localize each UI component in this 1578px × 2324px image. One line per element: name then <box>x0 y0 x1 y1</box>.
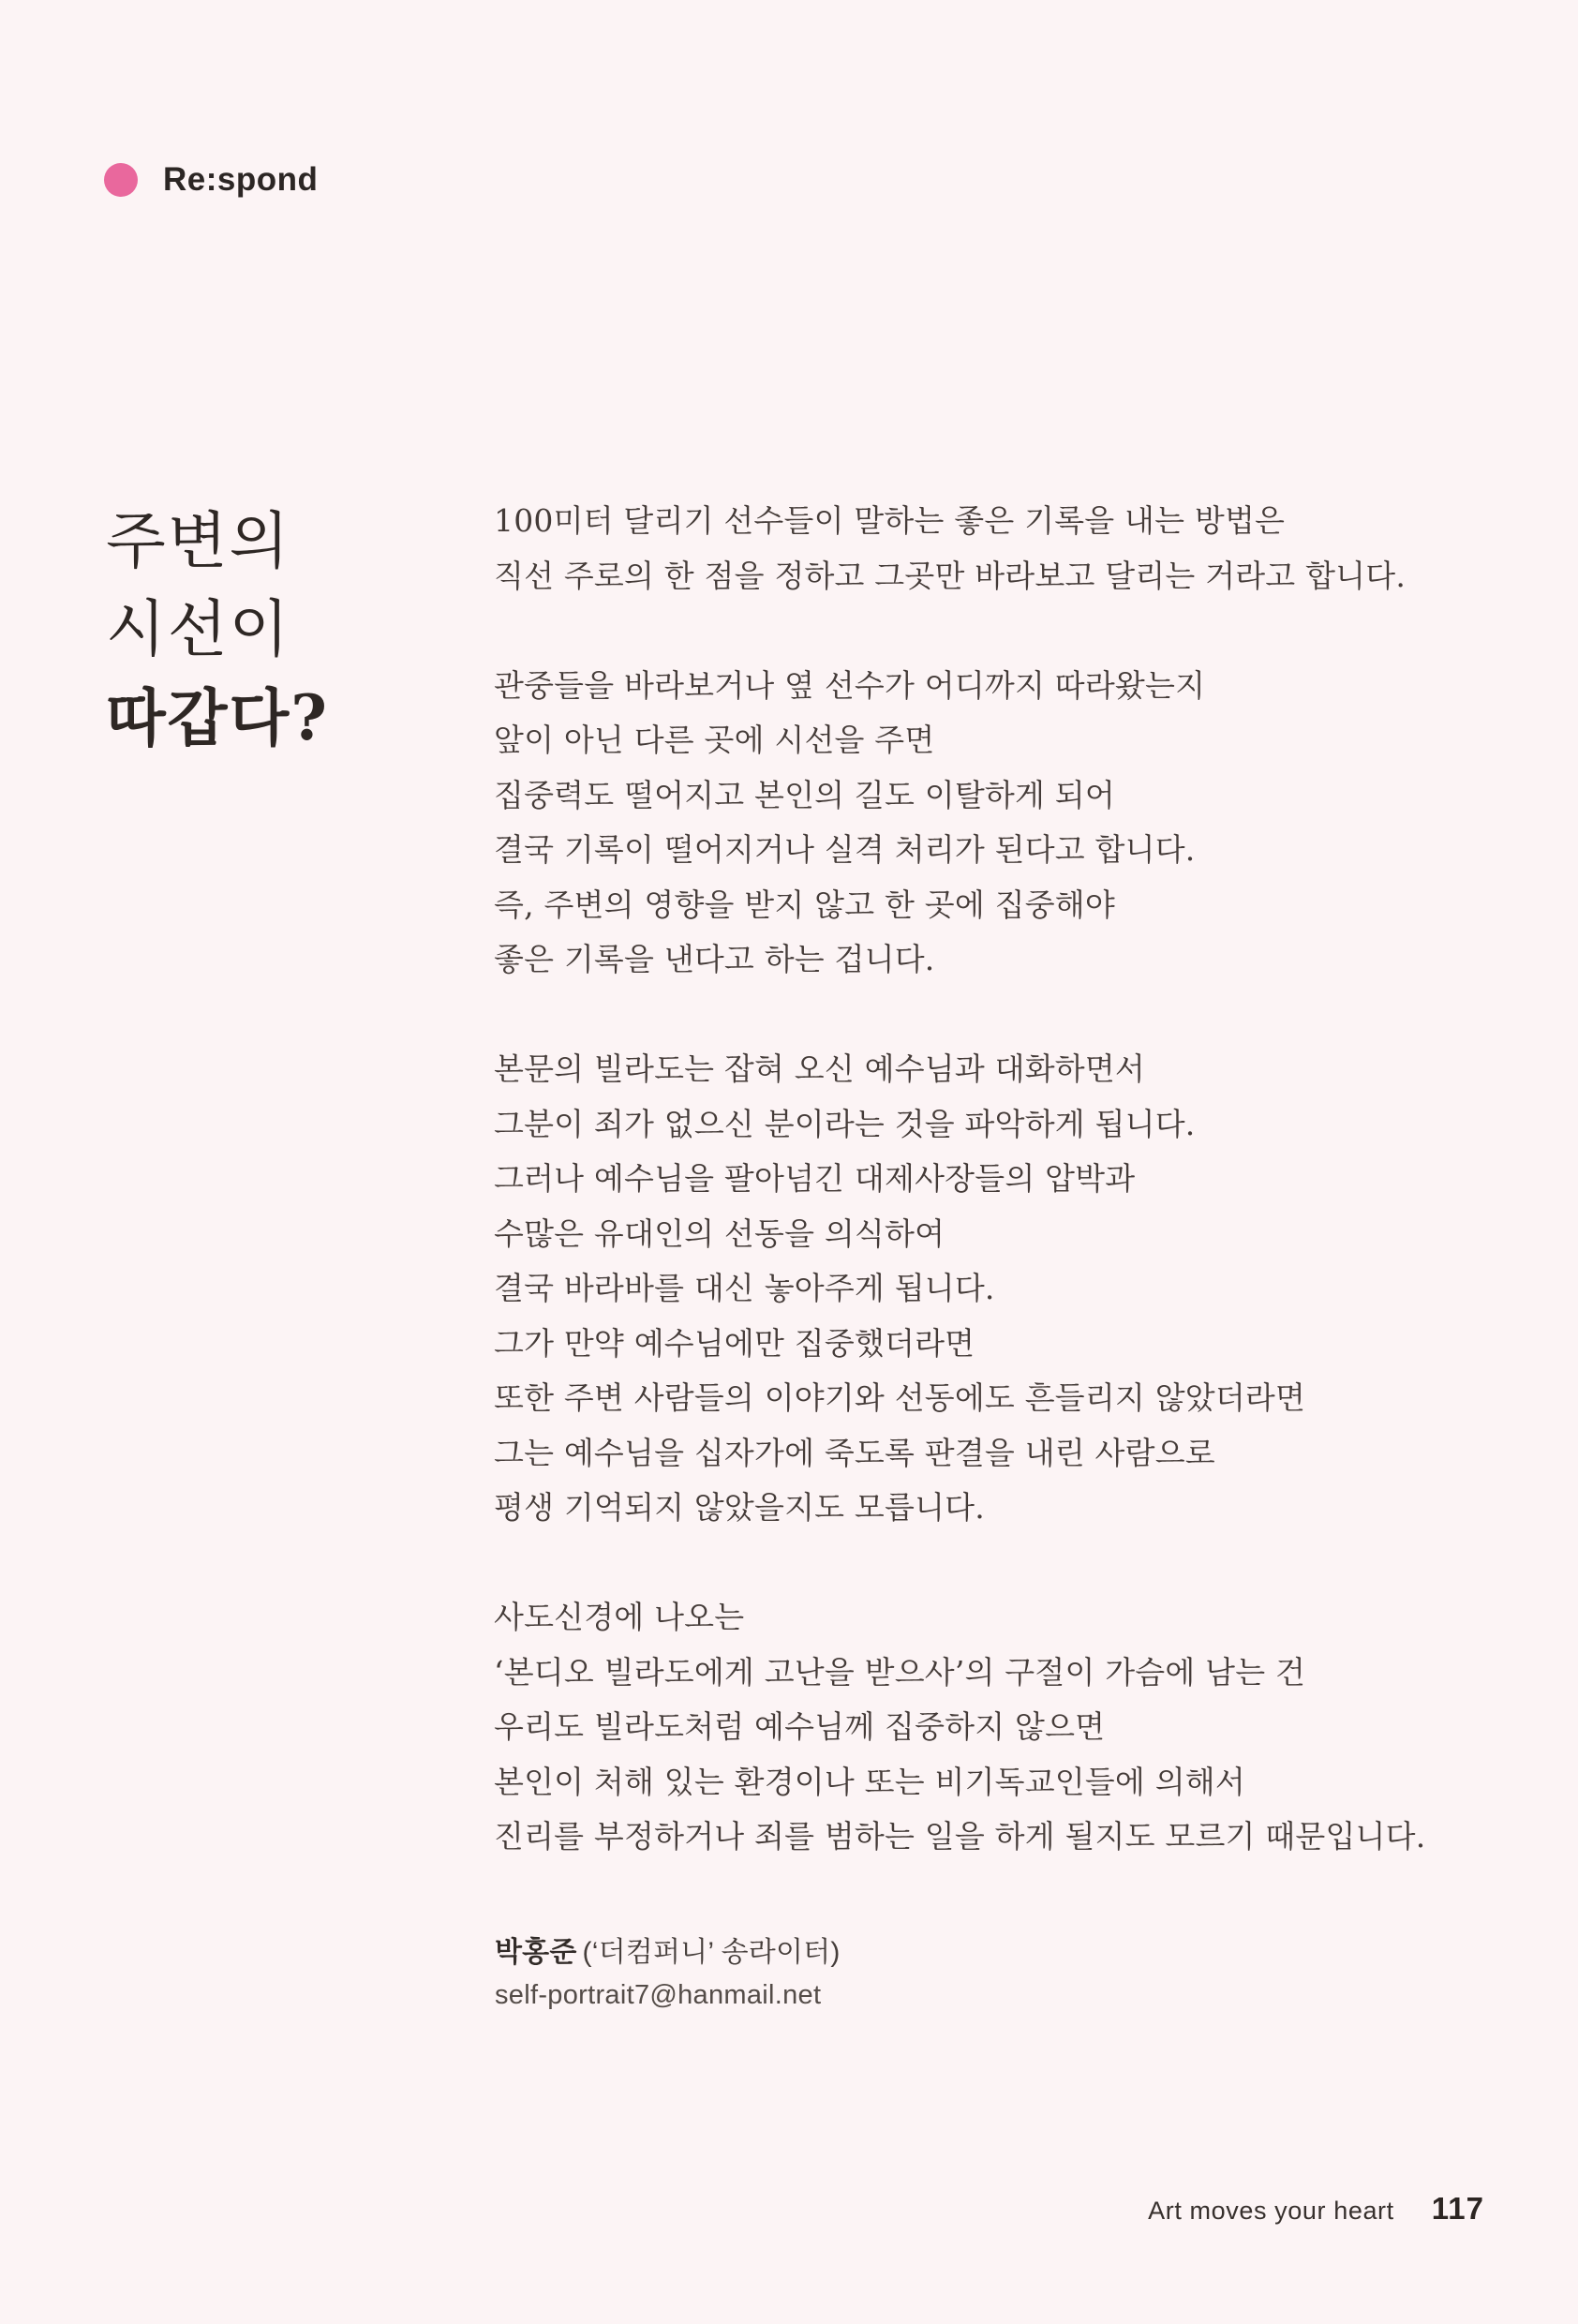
paragraph-3 <box>494 1042 1487 1536</box>
page-footer <box>1148 2191 1484 2227</box>
body-line: 그분이 죄가 없으신 분이라는 것을 파악하게 됩니다. <box>494 1105 1196 1142</box>
body-line: 즉, 주변의 영향을 받지 않고 한 곳에 집중해야 <box>494 886 1115 923</box>
body-line: 그러나 예수님을 팔아넘긴 대제사장들의 압박과 <box>494 1160 1136 1197</box>
article-body <box>494 494 1487 1865</box>
section-header <box>104 161 318 199</box>
body-line: 본인이 처해 있는 환경이나 또는 비기독교인들에 의해서 <box>494 1763 1245 1800</box>
footer-tagline: Art moves your heart <box>1148 2197 1394 2225</box>
body-line: 우리도 빌라도처럼 예수님께 집중하지 않으면 <box>494 1708 1106 1745</box>
author-name: 박홍준 <box>495 1937 577 1968</box>
paragraph-1 <box>494 494 1487 603</box>
body-line: 그가 만약 예수님에만 집중했더라면 <box>494 1324 975 1362</box>
article-title <box>106 498 329 762</box>
body-line: 결국 기록이 떨어지거나 실격 처리가 된다고 합니다. <box>494 831 1196 868</box>
title-line-3: 따갑다? <box>106 681 329 754</box>
title-line-1: 주변의 <box>106 505 291 577</box>
author-email: self-portrait7@hanmail.net <box>495 1980 822 2010</box>
body-line: 또한 주변 사람들의 이야기와 선동에도 흔들리지 않았더라면 <box>494 1379 1306 1416</box>
body-line: 관중들을 바라보거나 옆 선수가 어디까지 따라왔는지 <box>494 666 1206 704</box>
body-line: 그는 예수님을 십자가에 죽도록 판결을 내린 사람으로 <box>494 1434 1215 1471</box>
author-credit <box>495 1929 841 2011</box>
body-line: 집중력도 떨어지고 본인의 길도 이탈하게 되어 <box>494 776 1115 813</box>
paragraph-2 <box>494 659 1487 988</box>
page-number: 117 <box>1431 2191 1484 2226</box>
body-line: 수많은 유대인의 선동을 의식하여 <box>494 1214 945 1252</box>
author-line <box>495 1929 841 1970</box>
body-line: 앞이 아닌 다른 곳에 시선을 주면 <box>494 722 935 758</box>
body-line: 진리를 부정하거나 죄를 범하는 일을 하게 될지도 모르기 때문입니다. <box>494 1818 1426 1855</box>
body-line: 100미터 달리기 선수들이 말하는 좋은 기록을 내는 방법은 <box>494 502 1286 539</box>
body-line: 본문의 빌라도는 잡혀 오신 예수님과 대화하면서 <box>494 1050 1146 1087</box>
body-line: ‘본디오 빌라도에게 고난을 받으사’의 구절이 가슴에 남는 건 <box>494 1653 1306 1691</box>
body-line: 직선 주로의 한 점을 정하고 그곳만 바라보고 달리는 거라고 합니다. <box>494 557 1407 594</box>
body-line: 사도신경에 나오는 <box>494 1599 745 1635</box>
author-role: (‘더컴퍼니’ 송라이터) <box>582 1937 841 1968</box>
paragraph-4 <box>494 1590 1487 1865</box>
section-label: Re:spond <box>163 161 319 198</box>
title-line-2: 시선이 <box>106 593 291 665</box>
body-line: 좋은 기록을 낸다고 하는 겁니다. <box>494 941 935 977</box>
body-line: 결국 바라바를 대신 놓아주게 됩니다. <box>494 1270 995 1306</box>
body-line: 평생 기억되지 않았을지도 모릅니다. <box>494 1489 985 1526</box>
pink-dot-icon <box>104 163 138 197</box>
